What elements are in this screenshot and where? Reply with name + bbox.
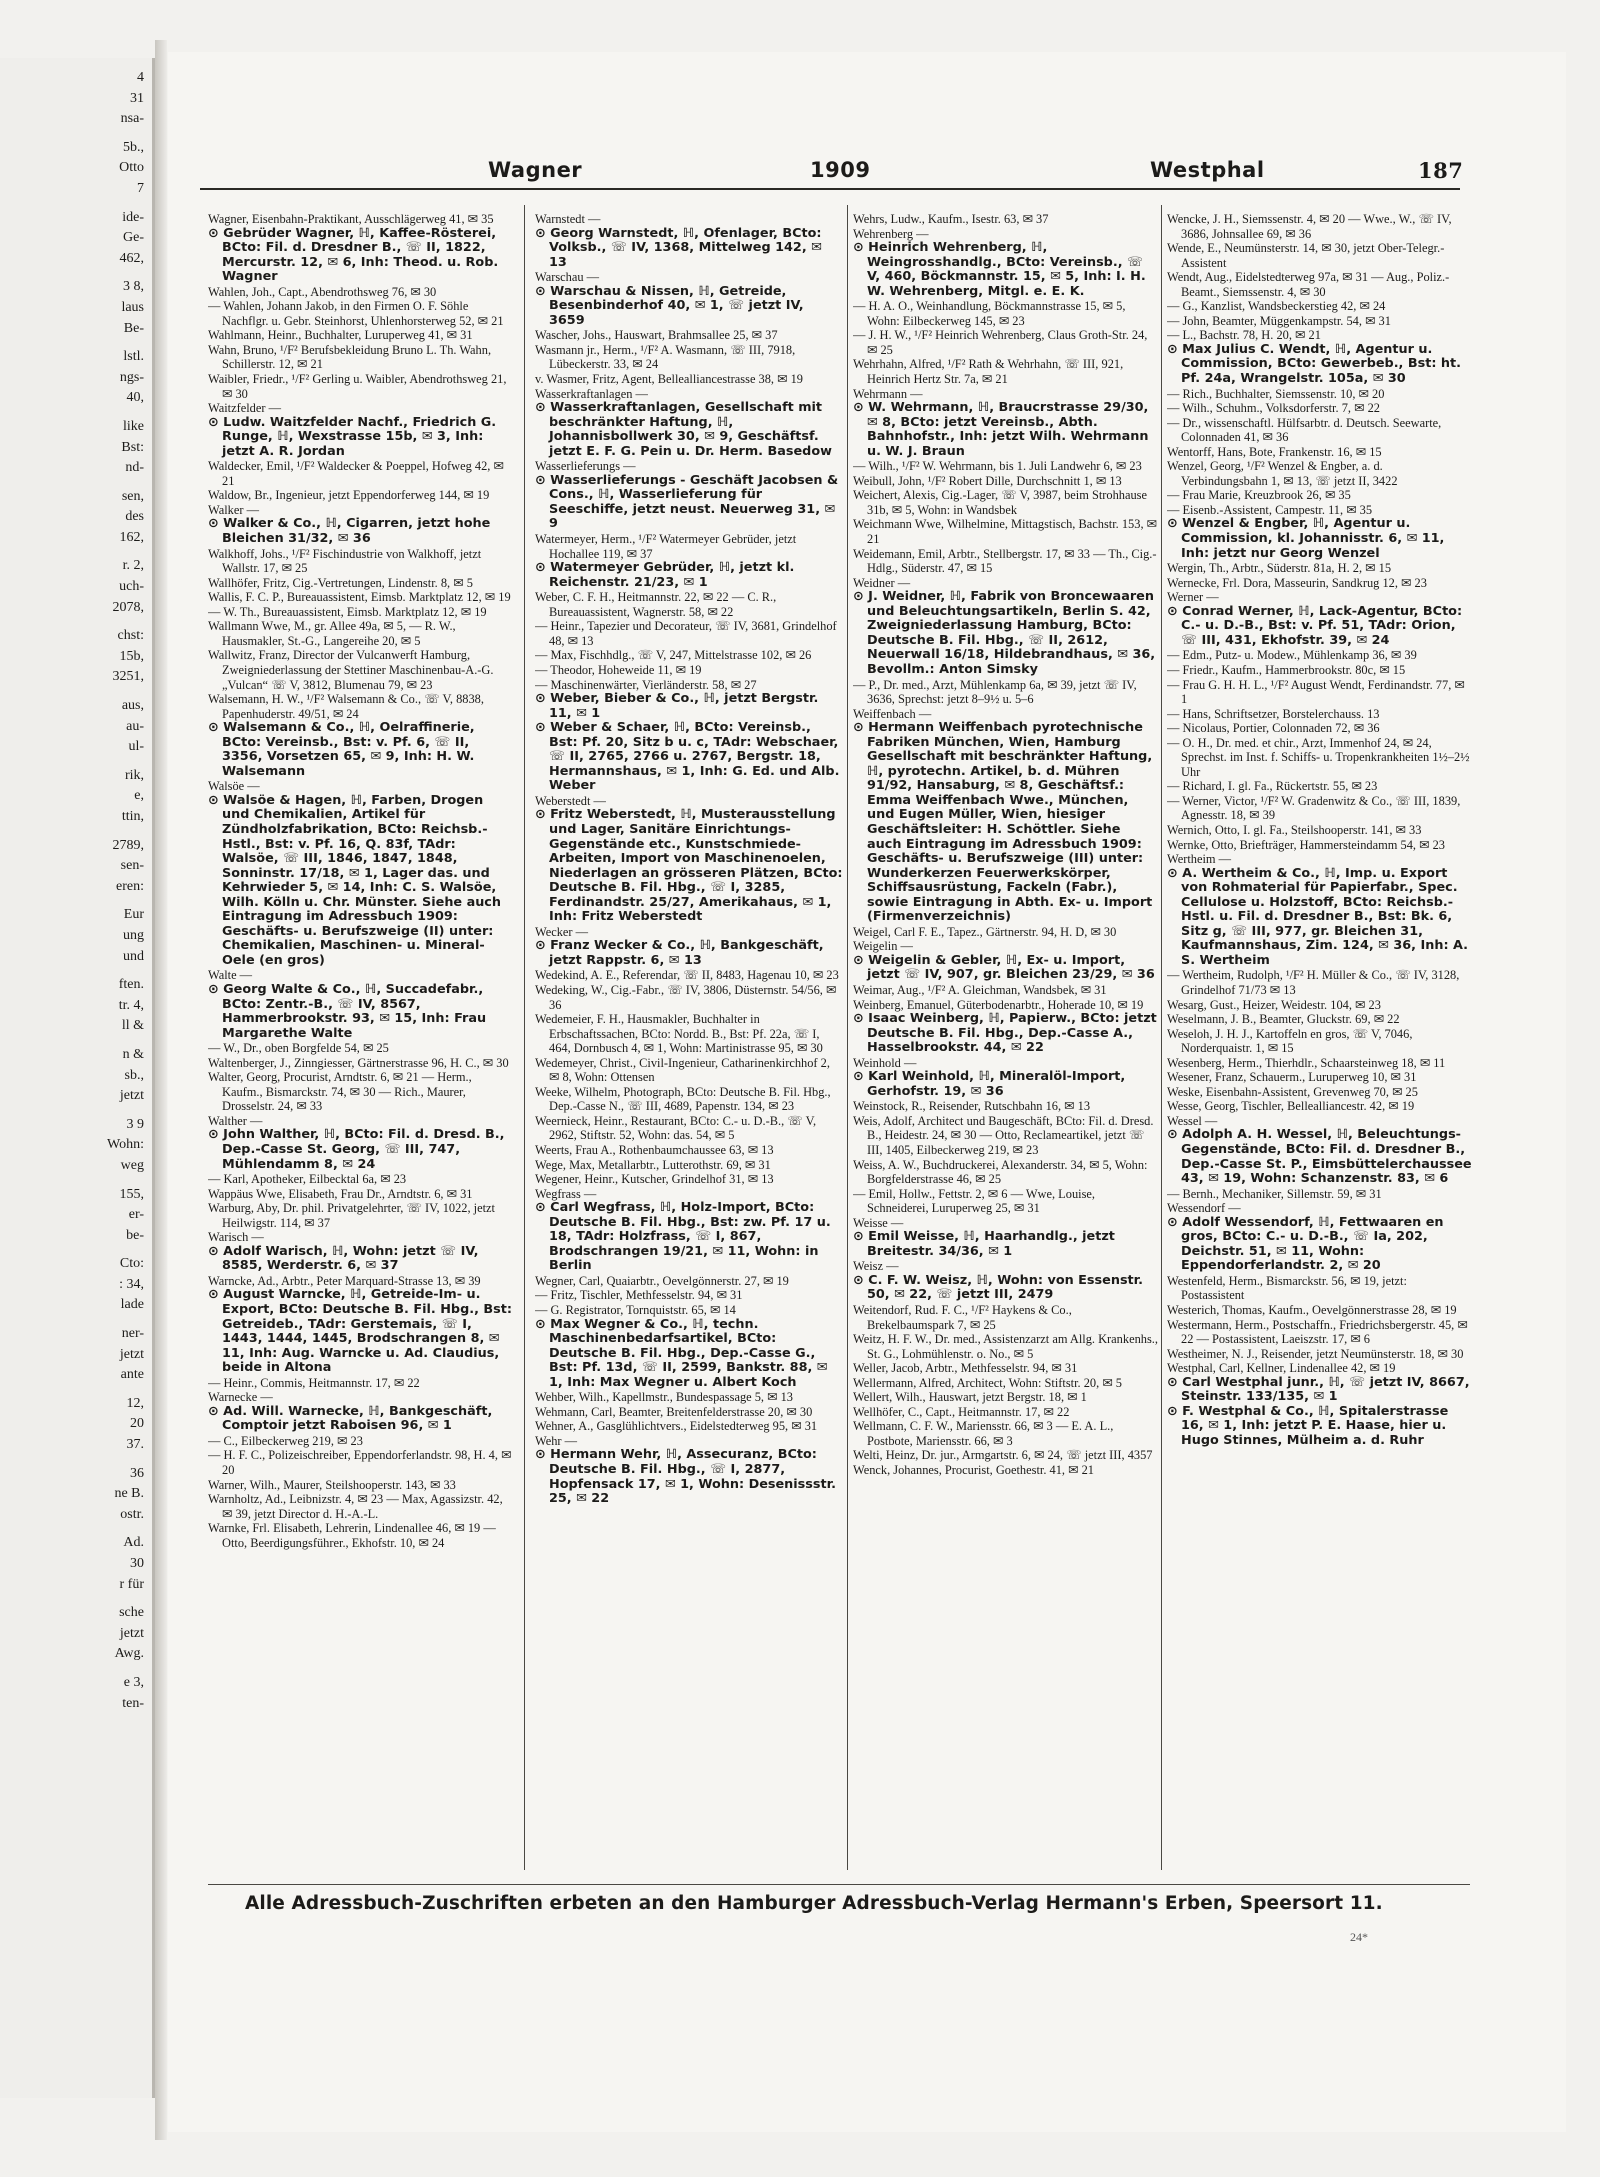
previous-page-fragment: sen-	[120, 858, 144, 874]
publisher-notice: Alle Adressbuch-Zuschriften erbeten an den Hamburger Adressbuch-Verlag Hermann's Erben, Speersort 11.	[245, 1893, 1383, 1914]
directory-entry: Wellmann, C. F. W., Mariensstr. 66, ✉ 3 — E. A. L., Postbote, Mariensstr. 66, ✉ 3	[853, 1419, 1114, 1448]
directory-entry: Wehner, A., Gasglühlichtvers., Eidelstedterweg 95, ✉ 31	[535, 1419, 818, 1434]
directory-entry: — Fritz, Tischler, Methfesselstr. 94, ✉ 31	[535, 1288, 743, 1303]
previous-page-fragment: laus	[121, 299, 144, 315]
firm-entry: ⊙ Conrad Werner, ℍ, Lack-Agentur, BCto: C.- u. D.-B., Bst: v. Pf. 51, TAdr: Orion, ☏ III, 431, Ekhofstr. 39, ✉ 24	[1167, 603, 1463, 648]
previous-page-fragment: tr. 4,	[118, 997, 144, 1013]
firm-entry: ⊙ Carl Wegfrass, ℍ, Holz-Import, BCto: Deutsche B. Fil. Hbg., Bst: zw. Pf. 17 u. 18, TAdr: Holzfrass, ☏ I, 867, Brodschrangen 19/21, ✉ 11, Wohn: in Berlin	[535, 1200, 831, 1274]
directory-entry: Welti, Heinz, Dr. jur., Armgartstr. 6, ✉ 24, ☏ jetzt III, 4357	[853, 1448, 1153, 1463]
directory-entry: Wedemeier, F. H., Hausmakler, Buchhalter in Erbschaftssachen, BCto: Nordd. B., Bst: Pf. 22a, ☏ I, 464, Dornbusch 4, ✉ 1, Wohn: Martinistrasse 95, ✉ 30	[535, 1012, 823, 1056]
firm-entry: ⊙ Ad. Will. Warnecke, ℍ, Bankgeschäft, Comptoir jetzt Raboisen 96, ✉ 1	[208, 1403, 493, 1434]
previous-page-fragment: sen,	[121, 488, 144, 504]
previous-page-fragment: n &	[122, 1046, 144, 1062]
directory-entry: Weidner —	[853, 575, 911, 590]
directory-entry: — Bernh., Mechaniker, Sillemstr. 59, ✉ 31	[1167, 1186, 1382, 1201]
previous-page-fragment: 462,	[119, 250, 144, 266]
previous-page-fragment: lade	[120, 1297, 144, 1313]
directory-entry: — Rich., Buchhalter, Siemssenstr. 10, ✉ 20	[1167, 386, 1385, 401]
directory-entry: Wehrenberg —	[853, 226, 929, 241]
directory-entry: Walther —	[208, 1113, 263, 1128]
directory-entry: Wasserkraftanlagen —	[535, 386, 648, 401]
previous-page-fragment: des	[125, 509, 144, 525]
previous-page-fragment: 40,	[126, 390, 144, 406]
directory-entry: — Karl, Apotheker, Eilbecktal 6a, ✉ 23	[208, 1172, 407, 1187]
firm-entry: ⊙ Watermeyer Gebrüder, ℍ, jetzt kl. Reichenstr. 21/23, ✉ 1	[535, 560, 795, 590]
directory-entry: Wernich, Otto, I. gl. Fa., Steilshooperstr. 141, ✉ 33	[1167, 822, 1422, 837]
previous-page-fragment: Ge-	[123, 230, 144, 246]
firm-entry: ⊙ Adolf Warisch, ℍ, Wohn: jetzt ☏ IV, 8585, Werderstr. 6, ✉ 37	[208, 1243, 479, 1274]
directory-entry: Warnstedt —	[535, 212, 601, 226]
directory-entry: Wasserlieferungs —	[535, 459, 636, 474]
directory-entry: Weichmann Wwe, Wilhelmine, Mittagstisch, Bachstr. 153, ✉ 21	[853, 517, 1158, 547]
directory-entry: — Emil, Hollw., Fettstr. 2, ✉ 6 — Wwe, Louise, Schneiderei, Luruperweg 25, ✉ 31	[853, 1186, 1096, 1216]
running-head	[200, 150, 1510, 186]
directory-entry: Westphal, Carl, Kellner, Lindenallee 42, ✉ 19	[1167, 1361, 1396, 1376]
directory-entry: Wessendorf —	[1167, 1201, 1241, 1216]
directory-entry: Weberstedt —	[535, 793, 606, 808]
previous-page-fragment: ll &	[121, 1018, 144, 1034]
directory-entry: — Max, Fischhdlg., ☏ V, 247, Mittelstrasse 102, ✉ 26	[535, 648, 812, 663]
directory-entry: Wende, E., Neumünsterstr. 14, ✉ 30, jetzt Ober-Telegr.-Assistent	[1167, 241, 1445, 270]
directory-column-1	[208, 212, 514, 1867]
directory-entry: Wehmann, Carl, Beamter, Breitenfelderstrasse 20, ✉ 30	[535, 1404, 813, 1419]
directory-entry: Walker —	[208, 502, 259, 517]
signature-mark: 24*	[1350, 1930, 1368, 1944]
directory-entry: — John, Beamter, Müggenkampstr. 54, ✉ 31	[1167, 313, 1391, 328]
previous-page-fragment: au-	[126, 718, 144, 734]
firm-entry: ⊙ Wenzel & Engber, ℍ, Agentur u. Commission, kl. Johannisstr. 6, ✉ 11, Inh: jetzt nur Georg Wenzel	[1167, 516, 1445, 561]
previous-page-fragment: chst:	[117, 628, 144, 644]
directory-entry: — P., Dr. med., Arzt, Mühlenkamp 6a, ✉ 39, jetzt ☏ IV, 3636, Sprechst: jetzt 8–9½ u. 5–6	[853, 677, 1137, 707]
directory-entry: Weisse —	[853, 1215, 904, 1230]
directory-entry: Walsemann, H. W., ¹/F² Walsemann & Co., ☏ V, 8838, Papenhuderstr. 49/51, ✉ 24	[208, 692, 484, 721]
book-gutter	[155, 40, 167, 2140]
directory-entry: Warnecke —	[208, 1390, 273, 1405]
directory-entry: Wegner, Carl, Quaiarbtr., Oevelgönnerstr. 27, ✉ 19	[535, 1273, 789, 1288]
previous-page-fragment: 3251,	[112, 669, 144, 685]
directory-entry: — H. F. C., Polizeischreiber, Eppendorferlandstr. 98, H. 4, ✉ 20	[208, 1448, 512, 1478]
directory-entry: Weitz, H. F. W., Dr. med., Assistenzarzt am Allg. Krankenhs., St. G., Lohmühlenstr. o. No., ✉ 5	[853, 1332, 1158, 1361]
directory-entry: Wehrhahn, Alfred, ¹/F² Rath & Wehrhahn, ☏ III, 921, Heinrich Hertz Str. 7a, ✉ 21	[853, 357, 1124, 387]
previous-page-fragment: 36	[130, 1465, 144, 1481]
directory-entry: Walsöe —	[208, 779, 260, 794]
directory-entry: — Wilh., Schuhm., Volksdorferstr. 7, ✉ 22	[1167, 401, 1380, 416]
previous-page-fragment: ostr.	[120, 1506, 144, 1522]
firm-entry: ⊙ Gebrüder Wagner, ℍ, Kaffee-Rösterei, BCto: Fil. d. Dresdner B., ☏ II, 1822, Mercurstr. 12, ✉ 6, Inh: Theod. u. Rob. Wagner	[208, 225, 499, 285]
directory-entry: — W., Dr., oben Borgfelde 54, ✉ 25	[208, 1041, 389, 1056]
previous-page-fragment: nd-	[125, 460, 144, 476]
directory-entry: Wascher, Johs., Hauswart, Brahmsallee 25, ✉ 37	[535, 328, 778, 343]
directory-entry: Wagner, Eisenbahn-Praktikant, Ausschlägerweg 41, ✉ 35	[208, 212, 494, 226]
firm-entry: ⊙ Carl Westphal junr., ℍ, ☏ jetzt IV, 8667, Steinstr. 133/135, ✉ 1	[1167, 1374, 1470, 1405]
directory-entry: — G., Kanzlist, Wandsbeckerstieg 42, ✉ 24	[1167, 299, 1386, 314]
previous-page-fragment: 3 9	[126, 1116, 144, 1132]
directory-entry: Warburg, Aby, Dr. phil. Privatgelehrter, ☏ IV, 1022, jetzt Heilwigstr. 114, ✉ 37	[208, 1201, 496, 1230]
previous-page-fragment: ttin,	[121, 809, 144, 824]
directory-entry: Wahlmann, Heinr., Buchhalter, Luruperweg 41, ✉ 31	[208, 328, 473, 343]
previous-page-fragment: 2789,	[112, 837, 144, 853]
previous-page-fragment: jetzt	[119, 1088, 144, 1104]
previous-page-fragment: Cto:	[119, 1256, 144, 1272]
directory-entry: Walter, Georg, Procurist, Arndtstr. 6, ✉ 21 — Herm., Kaufm., Bismarckstr. 74, ✉ 30 — Rich., Maurer, Drosselstr. 24, ✉ 33	[208, 1070, 472, 1114]
firm-entry: ⊙ Walsöe & Hagen, ℍ, Farben, Drogen und Chemikalien, Artikel für Zündholzfabrikation, BCto: Reichsb.-Hstl., Bst: v. Pf. 16, Q. 83f, TAdr: Walsöe, ☏ III, 1846, 1847, 1848, Sonninstr. 17/18, ✉ 1, Lager das. und Kehrwieder 5, ✉ 14, Inh: C. S. Walsöe, Wilh. Kölln u. Chr. Münster. Siehe auch Eintragung im Adressbuch 1909: Geschäfts- u. Berufszweige (II) unter: Chemikalien, Maschinen- u. Mineral-Oele (en gros)	[208, 792, 502, 968]
directory-entry: Watermeyer, Herm., ¹/F² Watermeyer Gebrüder, jetzt Hochallee 119, ✉ 37	[535, 532, 797, 561]
directory-entry: — Eisenb.-Assistent, Campestr. 11, ✉ 35	[1167, 502, 1373, 517]
previous-page-fragment: ul-	[128, 739, 144, 755]
directory-entry: Wessel —	[1167, 1113, 1218, 1128]
directory-entry: — Maschinenwärter, Vierländerstr. 58, ✉ 27	[535, 677, 757, 692]
directory-entry: — Wertheim, Rudolph, ¹/F² H. Müller & Co., ☏ IV, 3128, Grindelhof 71/73 ✉ 13	[1167, 968, 1460, 997]
directory-entry: Wecker —	[535, 924, 589, 939]
directory-entry: Wendt, Aug., Eidelstedterweg 97a, ✉ 31 — Aug., Poliz.-Beamt., Siemssenstr. 4, ✉ 30	[1167, 270, 1450, 299]
directory-entry: — Frau Marie, Kreuzbrook 26, ✉ 35	[1167, 488, 1351, 503]
firm-entry: ⊙ August Warncke, ℍ, Getreide-Im- u. Export, BCto: Deutsche B. Fil. Hbg., Bst: Getreideb., TAdr: Gerstemais, ☏ I, 1443, 1444, 1445, Brodschrangen 8, ✉ 11, Inh: Aug. Warncke u. Ad. Claudius, beide in Altona	[208, 1287, 513, 1376]
directory-entry: — Wahlen, Johann Jakob, in den Firmen O. F. Söhle Nachflgr. u. Gebr. Steinhorst, Uhlenhorsterweg 52, ✉ 21	[208, 299, 504, 328]
directory-entry: Weiffenbach —	[853, 706, 932, 721]
previous-page-fragment: Wohn:	[107, 1137, 144, 1153]
directory-entry: Westerich, Thomas, Kaufm., Oevelgönnerstrasse 28, ✉ 19	[1167, 1303, 1457, 1318]
directory-entry: — Theodor, Hoheweide 11, ✉ 19	[535, 662, 702, 677]
directory-column-4	[1167, 212, 1472, 1867]
directory-entry: Weichert, Alexis, Cig.-Lager, ☏ V, 3987, beim Strohhause 31b, ✉ 5, Wohn: in Wandsbek	[853, 488, 1148, 517]
directory-entry: Wellert, Wilh., Hauswart, jetzt Bergstr. 18, ✉ 1	[853, 1390, 1087, 1405]
previous-page-fragment: 4	[137, 70, 144, 85]
previous-page-fragment: e 3,	[123, 1674, 144, 1690]
previous-page-fragment: 3 8,	[123, 279, 144, 295]
directory-entry: Wedemeyer, Christ., Civil-Ingenieur, Catharinenkirchhof 2, ✉ 8, Wohn: Ottensen	[535, 1055, 830, 1085]
directory-entry: Weigel, Carl F. E., Tapez., Gärtnerstr. 94, H. D, ✉ 30	[853, 924, 1117, 939]
previous-page-fragment: e,	[134, 788, 144, 804]
previous-page-fragment: ften.	[118, 977, 144, 993]
directory-entry: — C., Eilbeckerweg 219, ✉ 23	[208, 1433, 363, 1448]
previous-page-edge	[0, 58, 155, 2098]
directory-entry: Walkhoff, Johs., ¹/F² Fischindustrie von Walkhoff, jetzt Wallstr. 17, ✉ 25	[208, 546, 482, 576]
previous-page-fragment: 5b.,	[123, 139, 144, 155]
firm-entry: ⊙ Hermann Wehr, ℍ, Assecuranz, BCto: Deutsche B. Fil. Hbg., ☏ I, 2877, Hopfensack 17, ✉ 1, Wohn: Desenissstr. 25, ✉ 22	[535, 1447, 836, 1507]
firm-entry: ⊙ J. Weidner, ℍ, Fabrik von Broncewaaren und Beleuchtungsartikeln, Berlin S. 42, Zweigniederlassung Hamburg, BCto: Deutsche B. Fil. Hbg., ☏ II, 2612, Neuerwall 16/18, Hildebrandhaus, ✉ 36, Bevollm.: Anton Simsky	[853, 589, 1156, 677]
directory-entry: — Werner, Victor, ¹/F² W. Gradenwitz & Co., ☏ III, 1839, Agnesstr. 18, ✉ 39	[1167, 793, 1461, 823]
head-year: 1909	[810, 158, 871, 182]
directory-entry: Wedekind, A. E., Referendar, ☏ II, 8483, Hagenau 10, ✉ 23	[535, 968, 839, 983]
firm-entry: ⊙ Franz Wecker & Co., ℍ, Bankgeschäft, jetzt Rappstr. 6, ✉ 13	[535, 938, 824, 968]
previous-page-fragment: ante	[120, 1367, 144, 1383]
directory-entry: Wesenberg, Herm., Thierhdlr., Schaarsteinweg 18, ✉ 11	[1167, 1055, 1446, 1070]
directory-entry: Wallis, F. C. P., Bureauassistent, Eimsb. Marktplatz 12, ✉ 19	[208, 590, 511, 605]
previous-page-fragment: ner-	[121, 1326, 144, 1342]
previous-page-fragment: 37.	[126, 1437, 144, 1453]
directory-entry: Waldow, Br., Ingenieur, jetzt Eppendorferweg 144, ✉ 19	[208, 488, 490, 503]
previous-page-fragment: be-	[126, 1227, 144, 1243]
directory-entry: Walte —	[208, 968, 253, 983]
previous-page-fragment: nsa-	[120, 111, 144, 127]
directory-entry: Wegfrass —	[535, 1186, 597, 1201]
firm-entry: ⊙ John Walther, ℍ, BCto: Fil. d. Dresd. B., Dep.-Casse St. Georg, ☏ III, 747, Mühlendamm 8, ✉ 24	[208, 1127, 505, 1172]
directory-entry: Wallhöfer, Fritz, Cig.-Vertretungen, Lindenstr. 8, ✉ 5	[208, 575, 473, 590]
previous-page-fragment: : 34,	[119, 1276, 144, 1292]
previous-page-fragment: 162,	[119, 529, 144, 545]
previous-page-fragment: 31	[130, 90, 144, 106]
previous-page-fragment: 20	[130, 1416, 144, 1432]
firm-entry: ⊙ Isaac Weinberg, ℍ, Papierw., BCto: jetzt Deutsche B. Fil. Hbg., Dep.-Casse A., Hasselbrookstr. 44, ✉ 22	[853, 1011, 1157, 1056]
directory-entry: — Nicolaus, Portier, Colonnaden 72, ✉ 36	[1167, 721, 1380, 736]
directory-entry: Weigelin —	[853, 939, 913, 954]
directory-entry: Weselmann, J. B., Beamter, Gluckstr. 69, ✉ 22	[1167, 1012, 1400, 1027]
directory-entry: Warner, Wilh., Maurer, Steilshooperstr. 143, ✉ 33	[208, 1477, 456, 1492]
directory-entry: Weller, Jacob, Arbtr., Methfesselstr. 94, ✉ 31	[853, 1361, 1078, 1376]
directory-entry: — Wilh., ¹/F² W. Wehrmann, bis 1. Juli Landwehr 6, ✉ 23	[853, 459, 1142, 474]
previous-page-fragment: ten-	[122, 1695, 144, 1711]
previous-page-fragment: 155,	[119, 1186, 144, 1202]
firm-entry: ⊙ Fritz Weberstedt, ℍ, Musterausstellung und Lager, Sanitäre Einrichtungs-Gegenstände etc., Kunstschmiede-Arbeiten, Import von Maschinenoelen, Niederlagen an grösseren Plätzen, BCto: Deutsche B. Fil. Hbg., ☏ I, 3285, Ferdinandstr. 25/27, Amerikahaus, ✉ 1, Inh: Fritz Weberstedt	[535, 807, 843, 925]
directory-entry: Weernieck, Heinr., Restaurant, BCto: C.- u. D.-B., ☏ V, 2962, Stiftstr. 52, Wohn: das. 54, ✉ 5	[535, 1113, 817, 1143]
directory-entry: Weeke, Wilhelm, Photograph, BCto: Deutsche B. Fil. Hbg., Dep.-Casse N., ☏ III, 4689, Papenstr. 134, ✉ 23	[535, 1084, 831, 1114]
directory-entry: Wahn, Bruno, ¹/F² Berufsbekleidung Bruno L. Th. Wahn, Schillerstr. 12, ✉ 21	[208, 342, 492, 372]
previous-page-fragment: sche	[119, 1605, 144, 1621]
directory-entry: Wappäus Wwe, Elisabeth, Frau Dr., Arndtstr. 6, ✉ 31	[208, 1186, 473, 1201]
firm-entry: ⊙ Adolf Wessendorf, ℍ, Fettwaaren en gros, BCto: C.- u. D.-B., ☏ Ia, 202, Deichstr. 51, ✉ 11, Wohn: Eppendorferlandstr. 2, ✉ 20	[1167, 1214, 1444, 1274]
firm-entry: ⊙ C. F. W. Weisz, ℍ, Wohn: von Essenstr. 50, ✉ 22, ☏ jetzt III, 2479	[853, 1272, 1144, 1303]
directory-entry: — W. Th., Bureauassistent, Eimsb. Marktplatz 12, ✉ 19	[208, 604, 487, 619]
directory-entry: Weerts, Frau A., Rothenbaumchaussee 63, ✉ 13	[535, 1143, 774, 1157]
firm-entry: ⊙ Weber, Bieber & Co., ℍ, jetzt Bergstr. 11, ✉ 1	[535, 691, 819, 721]
previous-page-fragment: und	[123, 948, 144, 964]
directory-entry: Weitendorf, Rud. F. C., ¹/F² Haykens & Co., Brekelbaumspark 7, ✉ 25	[853, 1303, 1072, 1332]
firm-entry: ⊙ Hermann Weiffenbach pyrotechnische Fabriken München, Wien, Hamburg Gesellschaft mit beschränkter Haftung, ℍ, pyrotechn. Artikel, b. d. Mühren 91/92, Hansaburg, ✉ 8, Geschäftsf.: Emma Weiffenbach Wwe., München, und Eugen Müller, Wien, hiesiger Geschäftsleiter: H. Schöttler. Siehe auch Eintragung im Adressbuch 1909: Geschäfts- u. Berufszweige (III) unter: Wunderkerzen Feuerwerkskörper, Schiffsausrüstung, Fackeln (Fabr.), sowie Eintragung in Abth. Ex- u. Import (Firmenverzeichnis)	[853, 720, 1153, 925]
previous-page-fragment: jetzt	[119, 1625, 144, 1641]
directory-entry: — J. H. W., ¹/F² Heinrich Wehrenberg, Claus Groth-Str. 24, ✉ 25	[853, 328, 1148, 357]
firm-entry: ⊙ Ludw. Waitzfelder Nachf., Friedrich G. Runge, ℍ, Wexstrasse 15b, ✉ 3, Inh: jetzt A. R. Jordan	[208, 414, 497, 459]
previous-page-fragment: uch-	[119, 579, 144, 595]
directory-entry: v. Wasmer, Fritz, Agent, Bellealliancestrasse 38, ✉ 19	[535, 372, 803, 387]
directory-entry: — H. A. O., Weinhandlung, Böckmannstrasse 15, ✉ 5, Wohn: Eilbeckerweg 145, ✉ 23	[853, 299, 1126, 328]
directory-entry: Waitzfelder —	[208, 401, 281, 416]
firm-entry: ⊙ Emil Weisse, ℍ, Haarhandlg., jetzt Breitestr. 34/36, ✉ 1	[853, 1229, 1115, 1259]
directory-entry: Weber, C. F. H., Heitmannstr. 22, ✉ 22 — C. R., Bureauassistent, Wagnerstr. 58, ✉ 22	[535, 590, 777, 619]
directory-entry: Weinstock, R., Reisender, Rutschbahn 16, ✉ 13	[853, 1099, 1091, 1114]
firm-entry: ⊙ A. Wertheim & Co., ℍ, Imp. u. Export von Rohmaterial für Papierfabr., Spec. Cellulose u. Holzstoff, BCto: Reichsb.-Hstl. u. Fil. d. Dresdner B., Bst: Bk. 6, Sitz g, ☏ III, 977, gr. Bleichen 31, Kaufmannshaus, Zim. 124, ✉ 36, Inh: A. S. Wertheim	[1167, 865, 1469, 968]
directory-entry: Wesener, Franz, Schauerm., Luruperweg 10, ✉ 31	[1167, 1070, 1417, 1085]
firm-entry: ⊙ Warschau & Nissen, ℍ, Getreide, Besenbinderhof 40, ✉ 1, ☏ jetzt IV, 3659	[535, 283, 804, 328]
directory-entry: — Hans, Schriftsetzer, Borstelerchauss. 13	[1167, 706, 1380, 721]
directory-entry: Weimar, Aug., ¹/F² A. Gleichman, Wandsbek, ✉ 31	[853, 982, 1107, 997]
previous-page-fragment: lstl.	[123, 349, 144, 365]
firm-entry: ⊙ Weigelin & Gebler, ℍ, Ex- u. Import, jetzt ☏ IV, 907, gr. Bleichen 23/29, ✉ 36	[853, 952, 1155, 983]
directory-entry: Wellermann, Alfred, Architect, Wohn: Stiftstr. 20, ✉ 5	[853, 1375, 1123, 1390]
directory-entry: Westermann, Herm., Postschaffn., Friedrichsbergerstr. 45, ✉ 22 — Postassistent, Laeiszstr. 17, ✉ 6	[1167, 1317, 1468, 1347]
previous-page-fragment: Awg.	[114, 1646, 144, 1662]
head-last-name: Westphal	[1150, 158, 1265, 182]
firm-entry: ⊙ Wasserlieferungs - Geschäft Jacobsen & Cons., ℍ, Wasserlieferung für Seeschiffe, jetzt neust. Neuerweg 31, ✉ 9	[535, 472, 839, 532]
previous-page-fragment: 12,	[126, 1395, 144, 1411]
directory-entry: Wehber, Wilh., Kapellmstr., Bundespassage 5, ✉ 13	[535, 1390, 793, 1405]
previous-page-fragment: jetzt	[119, 1346, 144, 1362]
directory-entry: Waltenberger, J., Zinngiesser, Gärtnerstrasse 96, H. C., ✉ 30	[208, 1055, 509, 1070]
previous-page-fragment: r. 2,	[122, 558, 144, 574]
directory-entry: Wergin, Th., Arbtr., Süderstr. 81a, H. 2, ✉ 15	[1167, 561, 1392, 576]
directory-entry: Wege, Max, Metallarbtr., Lutterothstr. 69, ✉ 31	[535, 1157, 771, 1172]
previous-page-fragment: er-	[128, 1207, 144, 1223]
directory-entry: Warncke, Ad., Arbtr., Peter Marquard-Strasse 13, ✉ 39	[208, 1273, 481, 1288]
previous-page-fragment: r für	[119, 1576, 144, 1592]
directory-entry: Werner —	[1167, 590, 1219, 605]
directory-entry: Wesse, Georg, Tischler, Bellealliancestr. 42, ✉ 19	[1167, 1099, 1415, 1114]
directory-entry: Wehrs, Ludw., Kaufm., Isestr. 63, ✉ 37	[853, 212, 1049, 226]
page-number: 187	[1418, 158, 1464, 183]
directory-entry: Wasmann jr., Herm., ¹/F² A. Wasmann, ☏ III, 7918, Lübeckerstr. 33, ✉ 24	[535, 342, 796, 372]
previous-page-fragment: ung	[123, 927, 144, 943]
directory-entry: Weisz —	[853, 1259, 899, 1274]
directory-entry: Wehrmann —	[853, 386, 923, 401]
directory-entry: Weis, Adolf, Architect und Baugeschäft, BCto: Fil. d. Dresd. B., Heidestr. 24, ✉ 30 — Otto, Reclameartikel, jetzt ☏ III, 1405, Eilbeckerweg 219, ✉ 23	[853, 1113, 1154, 1157]
directory-entry: Warschau —	[535, 270, 600, 285]
firm-entry: ⊙ W. Wehrmann, ℍ, Braucrstrasse 29/30, ✉ 8, BCto: jetzt Vereinsb., Abth. Bahnhofstr., Inh: jetzt Wilh. Wehrmann u. W. J. Braun	[853, 400, 1149, 459]
firm-entry: ⊙ Wasserkraftanlagen, Gesellschaft mit beschränkter Haftung, ℍ, Johannisbollwerk 30, ✉ 9, Geschäftsf. jetzt E. F. G. Pein u. Dr. Herm. Basedow	[535, 400, 832, 459]
directory-entry: — Heinr., Tapezier und Decorateur, ☏ IV, 3681, Grindelhof 48, ✉ 13	[535, 619, 837, 648]
directory-entry: Wallwitz, Franz, Director der Vulcanwerft Hamburg, Zweigniederlassung der Stettiner Maschinenbau-A.-G. „Vulcan“ ☏ V, 3812, Blumenau 79, ✉ 23	[208, 648, 494, 692]
directory-entry: — Heinr., Commis, Heitmannstr. 17, ✉ 22	[208, 1375, 420, 1390]
previous-page-fragment: 2078,	[112, 599, 144, 615]
directory-entry: Wahlen, Joh., Capt., Abendrothsweg 76, ✉ 30	[208, 284, 437, 299]
firm-entry: ⊙ Walker & Co., ℍ, Cigarren, jetzt hohe Bleichen 31/32, ✉ 36	[208, 516, 491, 547]
directory-entry: Wertheim —	[1167, 852, 1232, 867]
directory-entry: Wenzel, Georg, ¹/F² Wenzel & Engber, a. d. Verbindungsbahn 1, ✉ 13, ☏ jetzt II, 3422	[1167, 459, 1398, 488]
directory-entry: — Edm., Putz- u. Modew., Mühlenkamp 36, ✉ 39	[1167, 648, 1417, 663]
directory-entry: Weseloh, J. H. J., Kartoffeln en gros, ☏ V, 7046, Norderquaistr. 1, ✉ 15	[1167, 1026, 1413, 1056]
directory-entry: — Friedr., Kaufm., Hammerbrookstr. 80c, ✉ 15	[1167, 662, 1406, 677]
previous-page-fragment: ne B.	[114, 1486, 144, 1502]
firm-entry: ⊙ Adolph A. H. Wessel, ℍ, Beleuchtungs-Gegenstände, BCto: Fil. d. Dresdner B., Dep.-Casse St. P., Eimsbüttelerchaussee 43, ✉ 19, Wohn: Schanzenstr. 83, ✉ 6	[1167, 1127, 1472, 1187]
previous-page-fragment: weg	[120, 1157, 144, 1173]
firm-entry: ⊙ Walsemann & Co., ℍ, Oelraffinerie, BCto: Vereinsb., Bst: v. Pf. 6, ☏ II, 3356, Vorsetzen 65, ✉ 9, Inh: H. W. Walsemann	[208, 720, 475, 779]
directory-entry: Wernecke, Frl. Dora, Masseurin, Sandkrug 12, ✉ 23	[1167, 575, 1427, 590]
directory-entry: Wallmann Wwe, M., gr. Allee 49a, ✉ 5, — R. W., Hausmakler, St.-G., Langereihe 20, ✉ 5	[208, 619, 456, 648]
previous-page-fragment: like	[123, 418, 144, 434]
head-rule	[200, 188, 1460, 190]
directory-entry: Weidemann, Emil, Arbtr., Stellbergstr. 17, ✉ 33 — Th., Cig.-Hdlg., Süderstr. 47, ✉ 15	[853, 546, 1157, 576]
directory-entry: — G. Registrator, Tornquiststr. 65, ✉ 14	[535, 1303, 736, 1318]
firm-entry: ⊙ Max Julius C. Wendt, ℍ, Agentur u. Commission, BCto: Gewerbeb., Bst: ht. Pf. 24a, Wrangelstr. 105a, ✉ 30	[1167, 341, 1462, 387]
firm-entry: ⊙ Heinrich Wehrenberg, ℍ, Weingrosshandlg., BCto: Vereinsb., ☏ V, 460, Böckmannstr. 15, ✉ 5, Inh: I. H. W. Wehrenberg, Mitgl. e. E. K.	[853, 240, 1146, 299]
directory-entry: Weske, Eisenbahn-Assistent, Grevenweg 70, ✉ 25	[1167, 1084, 1418, 1099]
column-divider	[847, 205, 848, 1870]
directory-entry: Wernke, Otto, Briefträger, Hammersteindamm 54, ✉ 23	[1167, 837, 1445, 852]
firm-entry: ⊙ F. Westphal & Co., ℍ, Spitalerstrasse 16, ✉ 1, Inh: jetzt P. E. Haase, hier u. Hugo Stinnes, Mülheim a. d. Ruhr	[1167, 1403, 1449, 1448]
directory-entry: Waibler, Friedr., ¹/F² Gerling u. Waibler, Abendrothsweg 21, ✉ 30	[208, 372, 507, 401]
firm-entry: ⊙ Max Wegner & Co., ℍ, techn. Maschinenbedarfsartikel, BCto: Deutsche B. Fil. Hbg., Dep.-Casse G., Bst: Pf. 13d, ☏ II, 2599, Bankstr. 88, ✉ 1, Inh: Max Wegner u. Albert Koch	[535, 1316, 828, 1390]
previous-page-fragment: ngs-	[119, 369, 144, 385]
directory-entry: Wesarg, Gust., Heizer, Weidestr. 104, ✉ 23	[1167, 997, 1381, 1012]
directory-entry: Weibull, John, ¹/F² Robert Dille, Durchschnitt 1, ✉ 13	[853, 473, 1122, 488]
previous-page-fragment: Be-	[123, 320, 144, 336]
directory-entry: — Dr., wissenschaftl. Hülfsarbtr. d. Deutsch. Seewarte, Colonnaden 41, ✉ 36	[1167, 415, 1442, 445]
directory-entry: Weiss, A. W., Buchdruckerei, Alexanderstr. 34, ✉ 5, Wohn: Borgfelderstrasse 46, ✉ 25	[853, 1157, 1148, 1187]
directory-entry: Wencke, J. H., Siemssenstr. 4, ✉ 20 — Wwe., W., ☏ IV, 3686, Johnsallee 69, ✉ 36	[1167, 212, 1452, 241]
previous-page-fragment: aus,	[121, 698, 144, 714]
previous-page-fragment: ide-	[122, 209, 144, 225]
directory-entry: Waldecker, Emil, ¹/F² Waldecker & Poeppel, Hofweg 42, ✉ 21	[208, 459, 504, 488]
previous-page-fragment: Eur	[123, 907, 144, 923]
previous-page-fragment: 7	[137, 180, 144, 196]
directory-column-2	[535, 212, 843, 1867]
directory-entry: — L., Bachstr. 78, H. 20, ✉ 21	[1167, 328, 1321, 343]
directory-entry: Wentorff, Hans, Bote, Frankenstr. 16, ✉ 15	[1167, 444, 1382, 459]
directory-entry: Wedeking, W., Cig.-Fabr., ☏ IV, 3806, Düsternstr. 54/56, ✉ 36	[535, 982, 837, 1012]
column-divider	[1161, 205, 1162, 1870]
directory-entry: Westenfeld, Herm., Bismarckstr. 56, ✉ 19, jetzt: Postassistent	[1167, 1273, 1407, 1303]
directory-entry: Wegener, Heinr., Kutscher, Grindelhof 31, ✉ 13	[535, 1172, 774, 1187]
directory-entry: Wehr —	[535, 1433, 578, 1448]
previous-page-fragment: Ad.	[123, 1535, 144, 1551]
firm-entry: ⊙ Weber & Schaer, ℍ, BCto: Vereinsb., Bst: Pf. 20, Sitz b u. c, TAdr: Webschaer, ☏ II, 2765, 2766 u. 2767, Bergstr. 18, Hermannshaus, ✉ 1, Inh: G. Ed. und Alb. Weber	[535, 720, 840, 794]
directory-entry: Warisch —	[208, 1230, 264, 1245]
directory-entry: Wenck, Johannes, Procurist, Goethestr. 41, ✉ 21	[853, 1463, 1094, 1478]
directory-entry: — Richard, I. gl. Fa., Rückertstr. 55, ✉ 23	[1167, 779, 1378, 794]
previous-page-fragment: sb.,	[124, 1067, 144, 1083]
previous-page-fragment: 30	[130, 1556, 144, 1571]
directory-entry: — Frau G. H. H. L., ¹/F² August Wendt, Ferdinandstr. 77, ✉ 1	[1167, 677, 1465, 707]
head-first-name: Wagner	[488, 158, 583, 182]
previous-page-fragment: eren:	[116, 878, 144, 894]
directory-entry: Westheimer, N. J., Reisender, jetzt Neumünsterstr. 18, ✉ 30	[1167, 1346, 1464, 1361]
firm-entry: ⊙ Georg Warnstedt, ℍ, Ofenlager, BCto: Volksb., ☏ IV, 1368, Mittelweg 142, ✉ 13	[535, 225, 822, 270]
previous-page-fragment: rik,	[124, 767, 144, 783]
previous-page-fragment: Otto	[119, 160, 144, 176]
directory-entry: Weinhold —	[853, 1055, 917, 1070]
firm-entry: ⊙ Georg Walte & Co., ℍ, Succadefabr., BCto: Zentr.-B., ☏ IV, 8567, Hammerbrookstr. 93, ✉ 15, Inh: Frau Margarethe Walte	[208, 981, 487, 1041]
directory-entry: Warnholtz, Ad., Leibnizstr. 4, ✉ 23 — Max, Agassizstr. 42, ✉ 39, jetzt Director d. H.-A.-L.	[208, 1492, 503, 1521]
previous-page-fragment: 15b,	[119, 648, 144, 664]
directory-entry: Wellhöfer, C., Capt., Heitmannstr. 17, ✉ 22	[853, 1404, 1070, 1419]
column-divider	[524, 205, 525, 1870]
directory-entry: Warnke, Frl. Elisabeth, Lehrerin, Lindenallee 46, ✉ 19 — Otto, Beerdigungsführer., Ekhofstr. 10, ✉ 24	[208, 1521, 496, 1550]
firm-entry: ⊙ Karl Weinhold, ℍ, Mineralöl-Import, Gerhofstr. 19, ✉ 36	[853, 1069, 1126, 1099]
directory-entry: — O. H., Dr. med. et chir., Arzt, Immenhof 24, ✉ 24, Sprechst. im Inst. f. Schiffs- u. Tropenkrankheiten 1½–2½ Uhr	[1167, 735, 1470, 779]
directory-entry: Weinberg, Emanuel, Güterbodenarbtr., Hoherade 10, ✉ 19	[853, 997, 1144, 1012]
footer-rule	[208, 1884, 1470, 1885]
directory-column-3	[853, 212, 1159, 1867]
previous-page-fragment: Bst:	[121, 439, 144, 455]
